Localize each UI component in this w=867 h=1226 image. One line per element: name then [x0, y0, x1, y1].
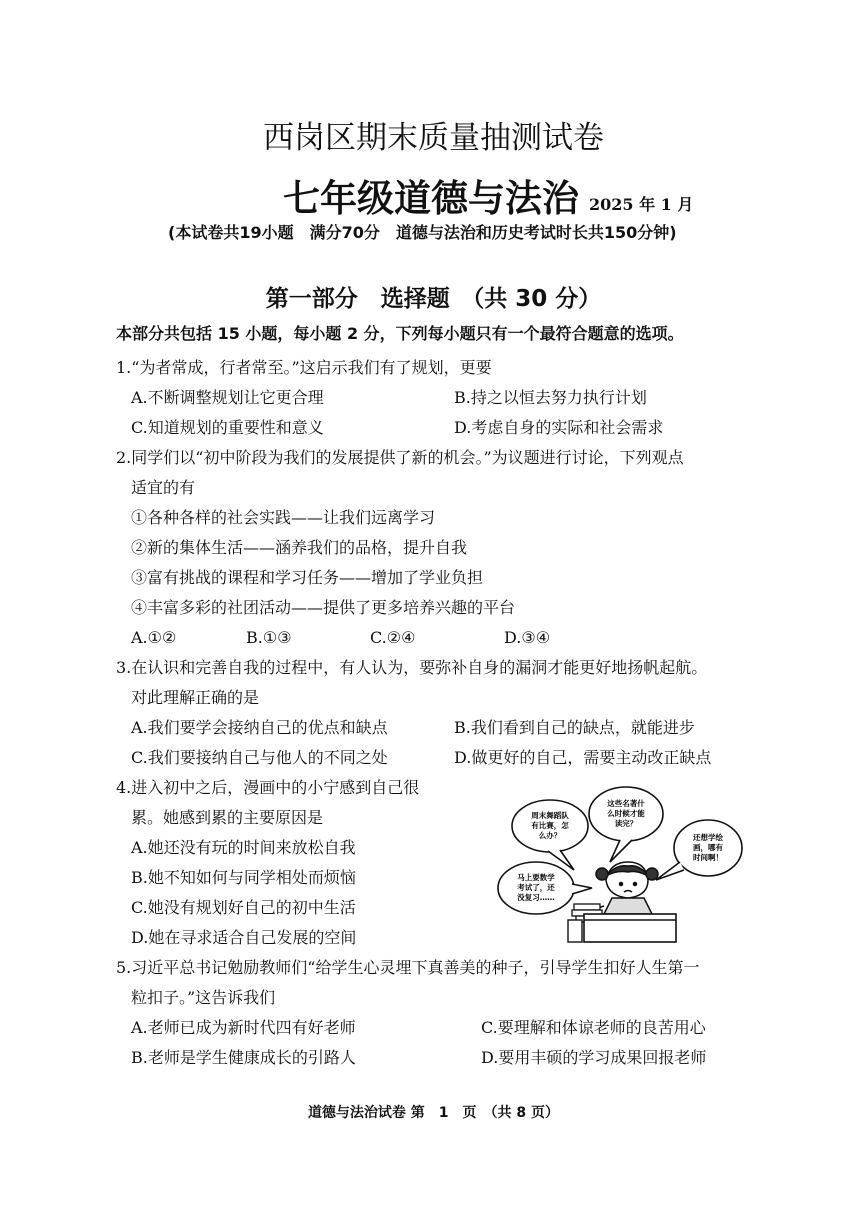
bubble-text: 么办？ — [538, 831, 562, 840]
q3-stem-line1: 3.在认识和完善自我的过程中，有人认为，要弥补自身的漏洞才能更好地扬帆起航。 — [116, 658, 708, 677]
q2-option-d: D.③④ — [504, 628, 551, 647]
q5-stem-line2: 粒扣子。”这告诉我们 — [131, 988, 276, 1007]
q2-statement-1: ①各种各样的社会实践——让我们远离学习 — [131, 508, 436, 527]
q3-option-b: B.我们看到自己的缺点，就能进步 — [454, 718, 695, 737]
girl-figure — [592, 862, 658, 914]
q4-cartoon-illustration — [488, 784, 750, 946]
q5-stem-line1: 5.习近平总书记勉励教师们“给学生心灵埋下真善美的种子，引导学生扣好人生第一 — [116, 958, 700, 977]
q2-statement-3: ③富有挑战的课程和学习任务——增加了学业负担 — [131, 568, 484, 587]
page-footer: 道德与法治试卷 第 1 页 （共 8 页） — [307, 1105, 560, 1121]
bubble-text: 有比赛，怎 — [531, 821, 569, 830]
exam-info: (本试卷共19小题 满分70分 道德与法治和历史考试时长共150分钟) — [168, 223, 677, 242]
q1-stem: 1.“为者常成，行者常至。”这启示我们有了规划，更要 — [116, 358, 492, 377]
q2-option-a: A.①② — [131, 628, 177, 647]
speech-bubble-weekend-dance — [512, 800, 588, 870]
bubble-text: 还想学绘 — [693, 833, 723, 842]
bubble-text: 读完？ — [614, 819, 638, 828]
bubble-text: 么时候才能 — [607, 809, 645, 818]
bubble-text: 周末舞蹈队 — [531, 811, 569, 820]
speech-bubble-classics — [589, 787, 663, 862]
q3-stem-line2: 对此理解正确的是 — [131, 688, 260, 707]
q1-option-b: B.持之以恒去努力执行计划 — [454, 388, 647, 407]
section-instruction: 本部分共包括 15 小题，每小题 2 分，下列每小题只有一个最符合题意的选项。 — [116, 324, 684, 343]
q3-option-c: C.我们要接纳自己与他人的不同之处 — [131, 748, 388, 767]
q2-stem-line2: 适宜的有 — [131, 478, 196, 497]
section-title: 第一部分 选择题 （共 30 分） — [265, 286, 602, 312]
q2-option-c: C.②④ — [370, 628, 416, 647]
q2-stem-line1: 2.同学们以“初中阶段为我们的发展提供了新的机会。”为议题进行讨论，下列观点 — [116, 448, 684, 467]
q5-option-d: D.要用丰硕的学习成果回报老师 — [481, 1048, 707, 1067]
q1-option-a: A.不断调整规划让它更合理 — [131, 388, 324, 407]
bubble-text: 这些名著什 — [607, 799, 645, 808]
bubble-text: 时间啊！ — [693, 853, 723, 862]
bubble-text: 考试了，还 — [517, 883, 555, 892]
bubble-text: 画，哪有 — [693, 843, 723, 852]
q3-option-a: A.我们要学会接纳自己的优点和缺点 — [131, 718, 388, 737]
q1-option-c: C.知道规划的重要性和意义 — [131, 418, 324, 437]
bubble-text: 没复习…… — [517, 893, 555, 902]
exam-title: 西岗区期末质量抽测试卷 — [263, 120, 604, 156]
q4-option-a: A.她还没有玩的时间来放松自我 — [131, 838, 356, 857]
speech-bubble-painting — [656, 820, 742, 880]
q3-option-d: D.做更好的自己，需要主动改正缺点 — [454, 748, 712, 767]
q2-option-b: B.①③ — [246, 628, 292, 647]
q5-option-b: B.老师是学生健康成长的引路人 — [131, 1048, 356, 1067]
desk — [584, 914, 676, 942]
q5-option-a: A.老师已成为新时代四有好老师 — [131, 1018, 356, 1037]
q4-option-d: D.她在寻求适合自己发展的空间 — [131, 928, 357, 947]
bubble-text: 马上要数学 — [517, 873, 555, 882]
q4-stem-line1: 4.进入初中之后，漫画中的小宁感到自己很 — [116, 778, 420, 797]
chair — [568, 920, 582, 942]
q4-stem-line2: 累。她感到累的主要原因是 — [131, 808, 324, 827]
q4-option-c: C.她没有规划好自己的初中生活 — [131, 898, 356, 917]
q5-option-c: C.要理解和体谅老师的良苦用心 — [481, 1018, 706, 1037]
q2-statement-2: ②新的集体生活——涵养我们的品格，提升自我 — [131, 538, 468, 557]
q1-option-d: D.考虑自身的实际和社会需求 — [454, 418, 664, 437]
subject-title: 七年级道德与法治 — [283, 176, 579, 220]
exam-date: 2025 年 1 月 — [589, 195, 694, 214]
q4-option-b: B.她不知如何与同学相处而烦恼 — [131, 868, 356, 887]
q2-statement-4: ④丰富多彩的社团活动——提供了更多培养兴趣的平台 — [131, 598, 516, 617]
